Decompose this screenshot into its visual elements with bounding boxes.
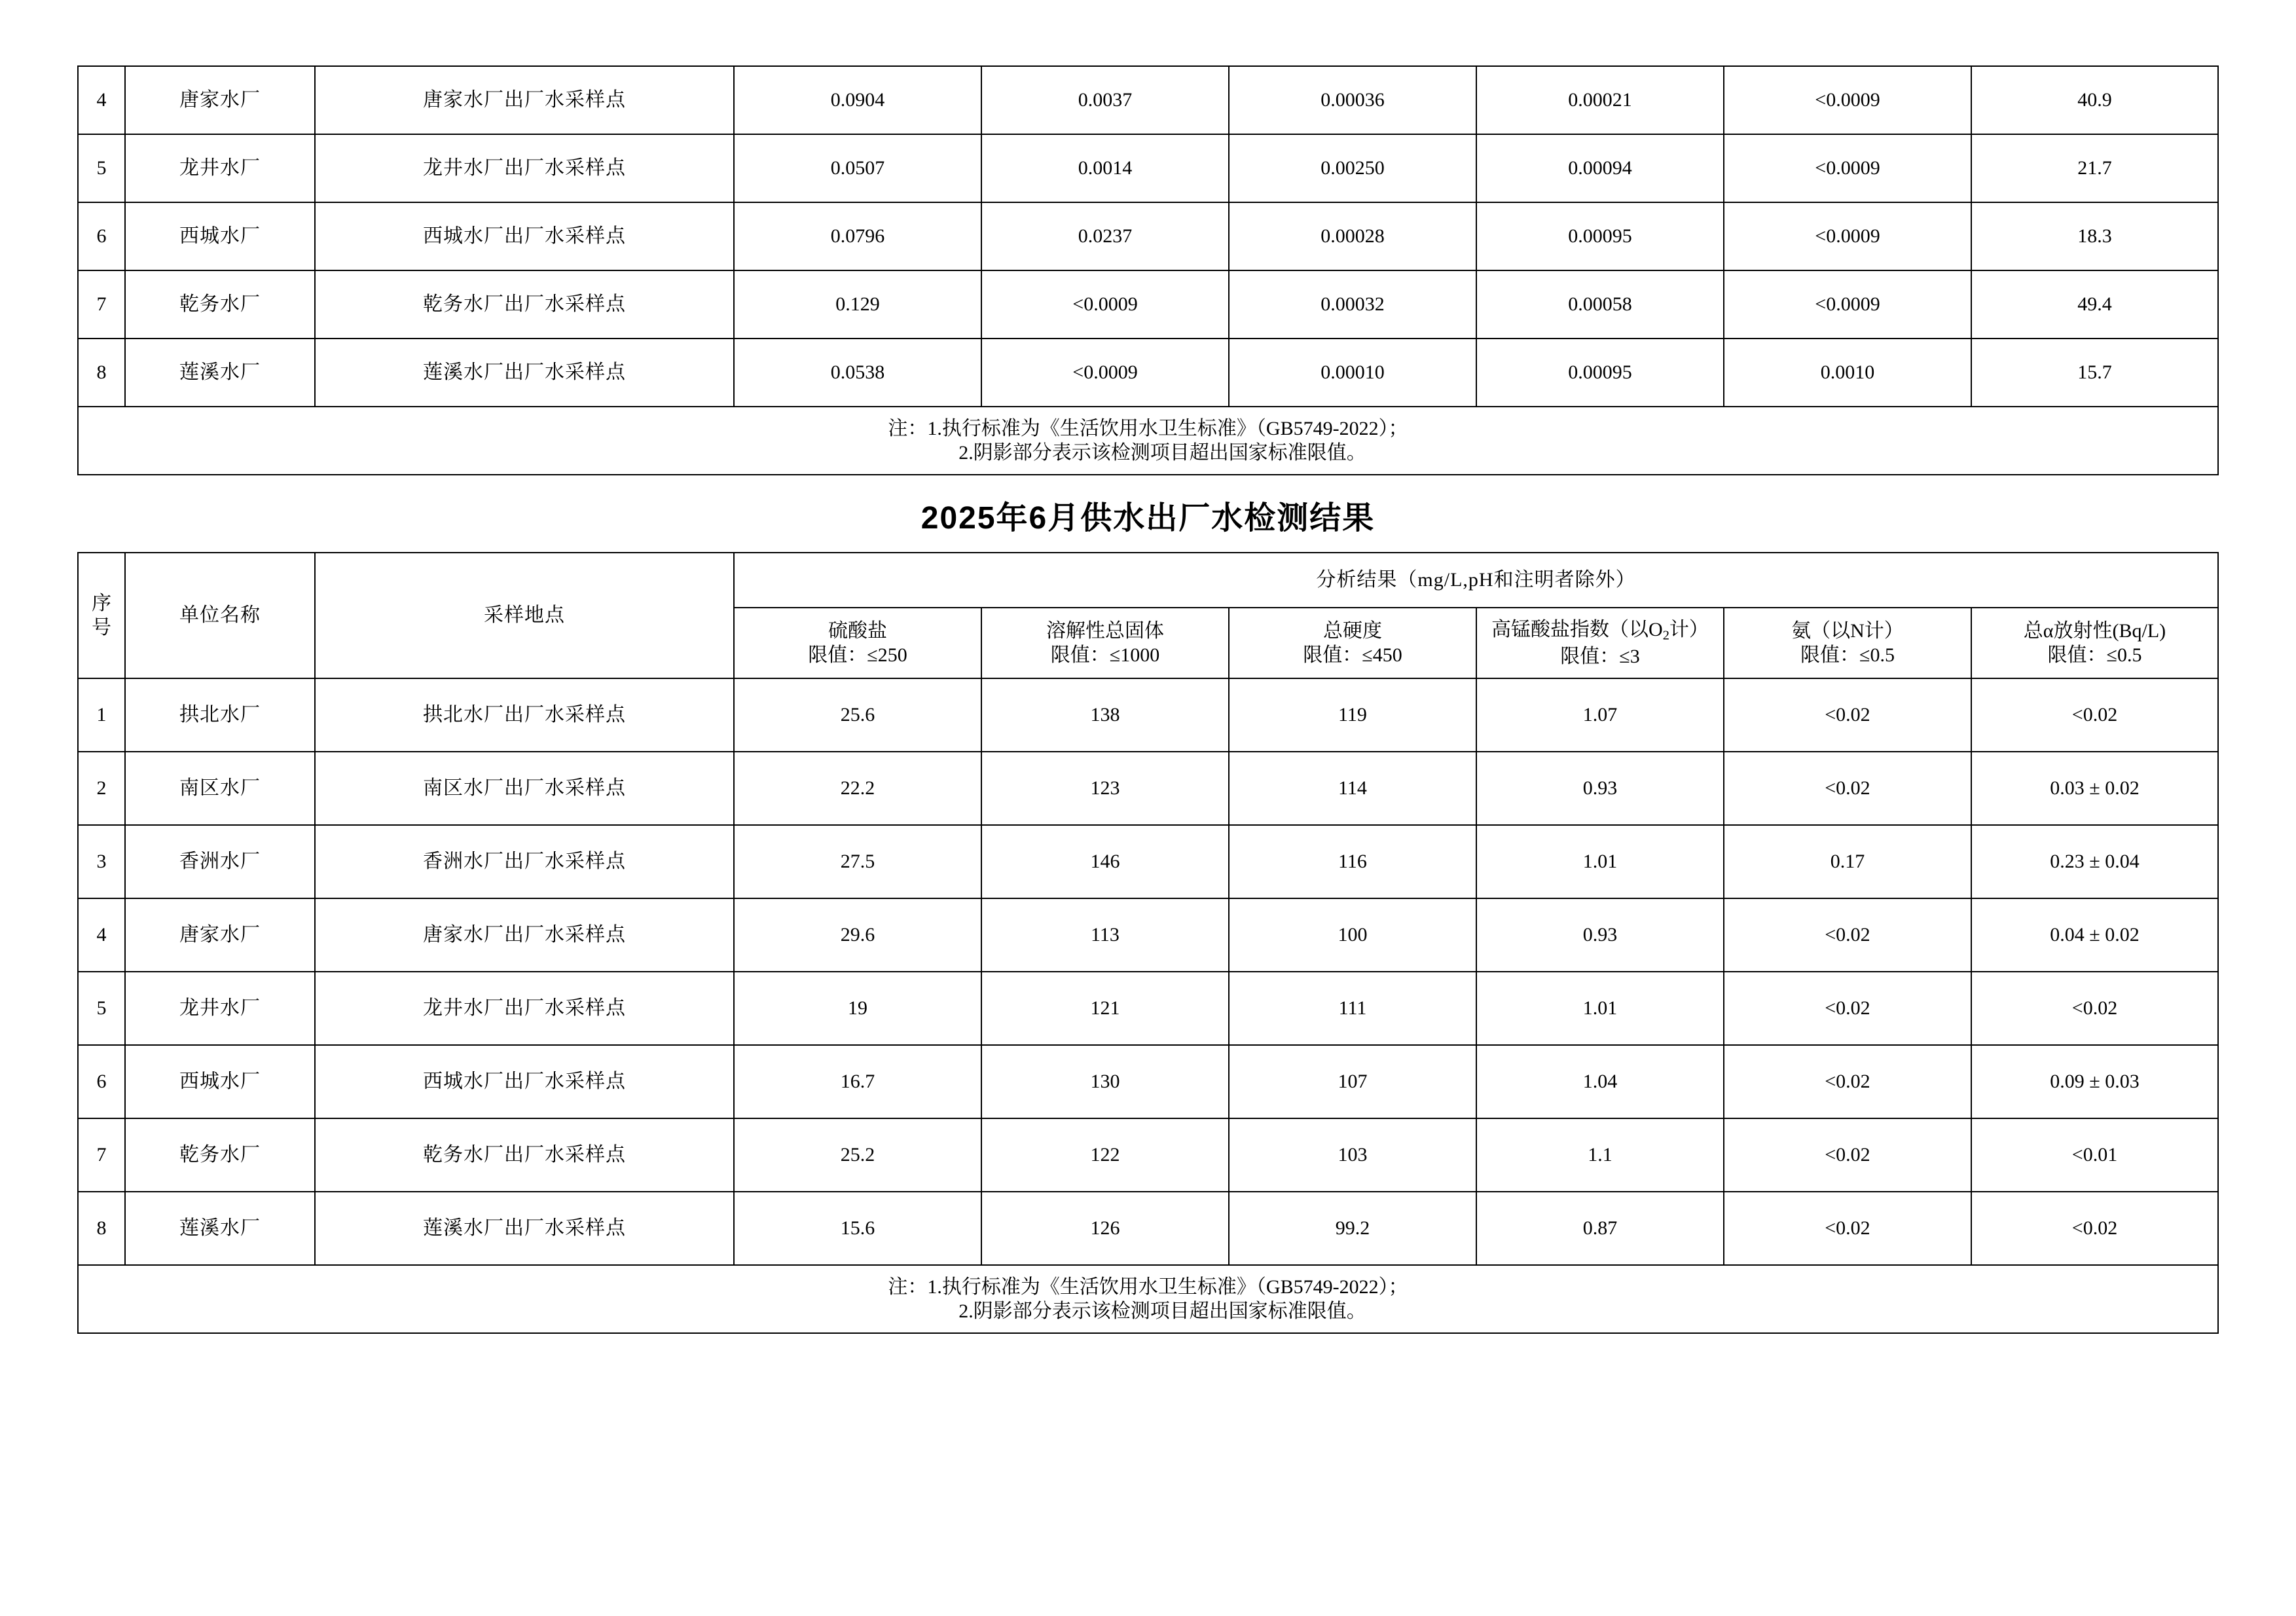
- unit-name: 香洲水厂: [125, 825, 315, 898]
- total-alpha-value: 0.03 ± 0.02: [1971, 752, 2218, 825]
- page-title: 2025年6月供水出厂水检测结果: [920, 501, 1376, 536]
- sulfate-value: 15.6: [734, 1192, 981, 1265]
- total-alpha-value: 0.23 ± 0.04: [1971, 825, 2218, 898]
- value-6: 40.9: [1971, 66, 2218, 134]
- value-2: <0.0009: [981, 339, 1229, 407]
- sampling-site: 香洲水厂出厂水采样点: [315, 825, 734, 898]
- sampling-site: 拱北水厂出厂水采样点: [315, 678, 734, 752]
- permanganate-index-value: 1.07: [1476, 678, 1724, 752]
- value-2: 0.0237: [981, 202, 1229, 270]
- sampling-site: 唐家水厂出厂水采样点: [315, 898, 734, 972]
- row-index: 6: [78, 202, 125, 270]
- ammonia-value: <0.02: [1724, 752, 1971, 825]
- index-header-char-2: 号: [91, 617, 111, 638]
- value-5: <0.0009: [1724, 134, 1971, 202]
- sulfate-value: 16.7: [734, 1045, 981, 1118]
- unit-name: 莲溪水厂: [125, 339, 315, 407]
- unit-name: 龙井水厂: [125, 134, 315, 202]
- ammonia-value: <0.02: [1724, 1045, 1971, 1118]
- ammonia-value: 0.17: [1724, 825, 1971, 898]
- top-spacer: [0, 0, 2296, 65]
- value-4: 0.00095: [1476, 339, 1724, 407]
- total-alpha-value: <0.01: [1971, 1118, 2218, 1192]
- tds-limit: 限值：≤1000: [1050, 644, 1160, 666]
- sulfate-value: 27.5: [734, 825, 981, 898]
- permanganate-name-pre: 高锰酸盐指数（以O: [1491, 618, 1663, 640]
- sampling-site: 乾务水厂出厂水采样点: [315, 1118, 734, 1192]
- table-notes-row: [78, 407, 2218, 475]
- tds-value: 123: [981, 752, 1229, 825]
- unit-name: 唐家水厂: [125, 898, 315, 972]
- table-row: [78, 270, 2218, 339]
- value-4: 0.00021: [1476, 66, 1724, 134]
- ammonia-name: 氨（以N计）: [1791, 619, 1904, 642]
- value-3: 0.00250: [1229, 134, 1476, 202]
- value-3: 0.00032: [1229, 270, 1476, 339]
- row-index: 5: [78, 134, 125, 202]
- unit-name: 乾务水厂: [125, 1118, 315, 1192]
- column-header-analysis-results: 分析结果（mg/L,pH和注明者除外）: [734, 553, 2218, 608]
- table-row: [78, 972, 2218, 1045]
- unit-name: 南区水厂: [125, 752, 315, 825]
- value-4: 0.00095: [1476, 202, 1724, 270]
- total-hardness-value: 99.2: [1229, 1192, 1476, 1265]
- table1-notes: [78, 407, 2218, 475]
- permanganate-index-value: 1.04: [1476, 1045, 1724, 1118]
- value-5: 0.0010: [1724, 339, 1971, 407]
- row-index: 7: [78, 270, 125, 339]
- value-2: <0.0009: [981, 270, 1229, 339]
- value-5: <0.0009: [1724, 66, 1971, 134]
- table2-note-line-2: 2.阴影部分表示该检测项目超出国家标准限值。: [958, 1300, 1366, 1322]
- sampling-site: 西城水厂出厂水采样点: [315, 1045, 734, 1118]
- index-header-char-1: 序: [91, 592, 111, 614]
- sulfate-value: 25.2: [734, 1118, 981, 1192]
- tds-value: 121: [981, 972, 1229, 1045]
- table-row: [78, 825, 2218, 898]
- ammonia-value: <0.02: [1724, 678, 1971, 752]
- column-header-total-alpha-radioactivity: [1971, 608, 2218, 678]
- row-index: 4: [78, 66, 125, 134]
- value-5: <0.0009: [1724, 270, 1971, 339]
- sampling-site: 南区水厂出厂水采样点: [315, 752, 734, 825]
- table-notes-row: [78, 1265, 2218, 1333]
- total-hardness-value: 100: [1229, 898, 1476, 972]
- table-row: [78, 66, 2218, 134]
- value-1: 0.0796: [734, 202, 981, 270]
- value-1: 0.0538: [734, 339, 981, 407]
- row-index: 5: [78, 972, 125, 1045]
- table1-body: [78, 66, 2218, 475]
- sulfate-value: 29.6: [734, 898, 981, 972]
- value-3: 0.00036: [1229, 66, 1476, 134]
- sampling-site: 龙井水厂出厂水采样点: [315, 972, 734, 1045]
- table2-body: [78, 678, 2218, 1333]
- ammonia-value: <0.02: [1724, 1192, 1971, 1265]
- unit-name: 唐家水厂: [125, 66, 315, 134]
- value-1: 0.0904: [734, 66, 981, 134]
- value-2: 0.0037: [981, 66, 1229, 134]
- permanganate-name-sub: 2: [1662, 628, 1669, 643]
- value-1: 0.129: [734, 270, 981, 339]
- permanganate-index-value: 0.87: [1476, 1192, 1724, 1265]
- row-index: 7: [78, 1118, 125, 1192]
- value-4: 0.00094: [1476, 134, 1724, 202]
- table1-note-line-2: 2.阴影部分表示该检测项目超出国家标准限值。: [958, 442, 1366, 464]
- sampling-site: 莲溪水厂出厂水采样点: [315, 1192, 734, 1265]
- permanganate-name-post: 计）: [1669, 618, 1709, 640]
- sampling-site: 西城水厂出厂水采样点: [315, 202, 734, 270]
- sampling-site: 唐家水厂出厂水采样点: [315, 66, 734, 134]
- total-alpha-limit: 限值：≤0.5: [2047, 644, 2142, 666]
- value-4: 0.00058: [1476, 270, 1724, 339]
- tds-value: 113: [981, 898, 1229, 972]
- table1-wrapper: [0, 65, 2296, 475]
- sampling-site: 乾务水厂出厂水采样点: [315, 270, 734, 339]
- unit-name: 西城水厂: [125, 1045, 315, 1118]
- column-header-permanganate-index: [1476, 608, 1724, 678]
- column-header-sampling-site: 采样地点: [315, 553, 734, 678]
- total-hardness-value: 119: [1229, 678, 1476, 752]
- total-hardness-value: 111: [1229, 972, 1476, 1045]
- table-row: [78, 1045, 2218, 1118]
- unit-name: 拱北水厂: [125, 678, 315, 752]
- ammonia-value: <0.02: [1724, 972, 1971, 1045]
- row-index: 8: [78, 339, 125, 407]
- sulfate-limit: 限值：≤250: [808, 644, 907, 666]
- table2-header-row-1: [78, 553, 2218, 608]
- ammonia-value: <0.02: [1724, 1118, 1971, 1192]
- total-alpha-value: <0.02: [1971, 972, 2218, 1045]
- table-row: [78, 898, 2218, 972]
- value-1: 0.0507: [734, 134, 981, 202]
- value-6: 18.3: [1971, 202, 2218, 270]
- total-alpha-value: 0.04 ± 0.02: [1971, 898, 2218, 972]
- column-header-tds: [981, 608, 1229, 678]
- column-header-ammonia: [1724, 608, 1971, 678]
- total-hardness-value: 107: [1229, 1045, 1476, 1118]
- water-results-table-continued: [77, 65, 2219, 475]
- total-alpha-name: 总α放射性(Bq/L): [2023, 619, 2166, 642]
- table-row: [78, 678, 2218, 752]
- tds-value: 138: [981, 678, 1229, 752]
- value-3: 0.00028: [1229, 202, 1476, 270]
- value-6: 21.7: [1971, 134, 2218, 202]
- sulfate-value: 25.6: [734, 678, 981, 752]
- unit-name: 莲溪水厂: [125, 1192, 315, 1265]
- column-header-sulfate: [734, 608, 981, 678]
- row-index: 3: [78, 825, 125, 898]
- sulfate-value: 22.2: [734, 752, 981, 825]
- permanganate-index-value: 1.1: [1476, 1118, 1724, 1192]
- table-row: [78, 339, 2218, 407]
- total-alpha-value: <0.02: [1971, 1192, 2218, 1265]
- unit-name: 乾务水厂: [125, 270, 315, 339]
- unit-name: 西城水厂: [125, 202, 315, 270]
- tds-value: 146: [981, 825, 1229, 898]
- total-hardness-value: 116: [1229, 825, 1476, 898]
- table1-note-line-1: 注：1.执行标准为《生活饮用水卫生标准》（GB5749-2022）；: [888, 417, 1408, 439]
- table-row: [78, 202, 2218, 270]
- row-index: 1: [78, 678, 125, 752]
- permanganate-index-value: 0.93: [1476, 898, 1724, 972]
- column-header-total-hardness: [1229, 608, 1476, 678]
- permanganate-index-value: 1.01: [1476, 972, 1724, 1045]
- row-index: 2: [78, 752, 125, 825]
- water-results-table-june: [77, 552, 2219, 1334]
- tds-value: 126: [981, 1192, 1229, 1265]
- permanganate-index-value: 1.01: [1476, 825, 1724, 898]
- total-hardness-limit: 限值：≤450: [1303, 644, 1402, 666]
- unit-name: 龙井水厂: [125, 972, 315, 1045]
- sampling-site: 龙井水厂出厂水采样点: [315, 134, 734, 202]
- row-index: 6: [78, 1045, 125, 1118]
- total-hardness-value: 114: [1229, 752, 1476, 825]
- total-hardness-name: 总硬度: [1322, 619, 1382, 642]
- ammonia-value: <0.02: [1724, 898, 1971, 972]
- table2-wrapper: [0, 552, 2296, 1334]
- table-row: [78, 134, 2218, 202]
- sulfate-value: 19: [734, 972, 981, 1045]
- sulfate-name: 硫酸盐: [828, 619, 887, 642]
- row-index: 4: [78, 898, 125, 972]
- permanganate-index-name: [1481, 617, 1719, 644]
- total-hardness-value: 103: [1229, 1118, 1476, 1192]
- tds-value: 130: [981, 1045, 1229, 1118]
- ammonia-limit: 限值：≤0.5: [1800, 644, 1895, 666]
- value-5: <0.0009: [1724, 202, 1971, 270]
- column-header-index: [78, 553, 125, 678]
- total-alpha-value: <0.02: [1971, 678, 2218, 752]
- permanganate-index-limit: 限值：≤3: [1560, 645, 1640, 667]
- table-row: [78, 1118, 2218, 1192]
- table-row: [78, 1192, 2218, 1265]
- value-2: 0.0014: [981, 134, 1229, 202]
- table2-head: [78, 553, 2218, 678]
- value-6: 49.4: [1971, 270, 2218, 339]
- row-index: 8: [78, 1192, 125, 1265]
- table-row: [78, 752, 2218, 825]
- sampling-site: 莲溪水厂出厂水采样点: [315, 339, 734, 407]
- value-6: 15.7: [1971, 339, 2218, 407]
- tds-value: 122: [981, 1118, 1229, 1192]
- table2-note-line-1: 注：1.执行标准为《生活饮用水卫生标准》（GB5749-2022）；: [888, 1276, 1408, 1298]
- tds-name: 溶解性总固体: [1046, 619, 1164, 642]
- permanganate-index-value: 0.93: [1476, 752, 1724, 825]
- table2-notes: [78, 1265, 2218, 1333]
- column-header-unit-name: 单位名称: [125, 553, 315, 678]
- value-3: 0.00010: [1229, 339, 1476, 407]
- total-alpha-value: 0.09 ± 0.03: [1971, 1045, 2218, 1118]
